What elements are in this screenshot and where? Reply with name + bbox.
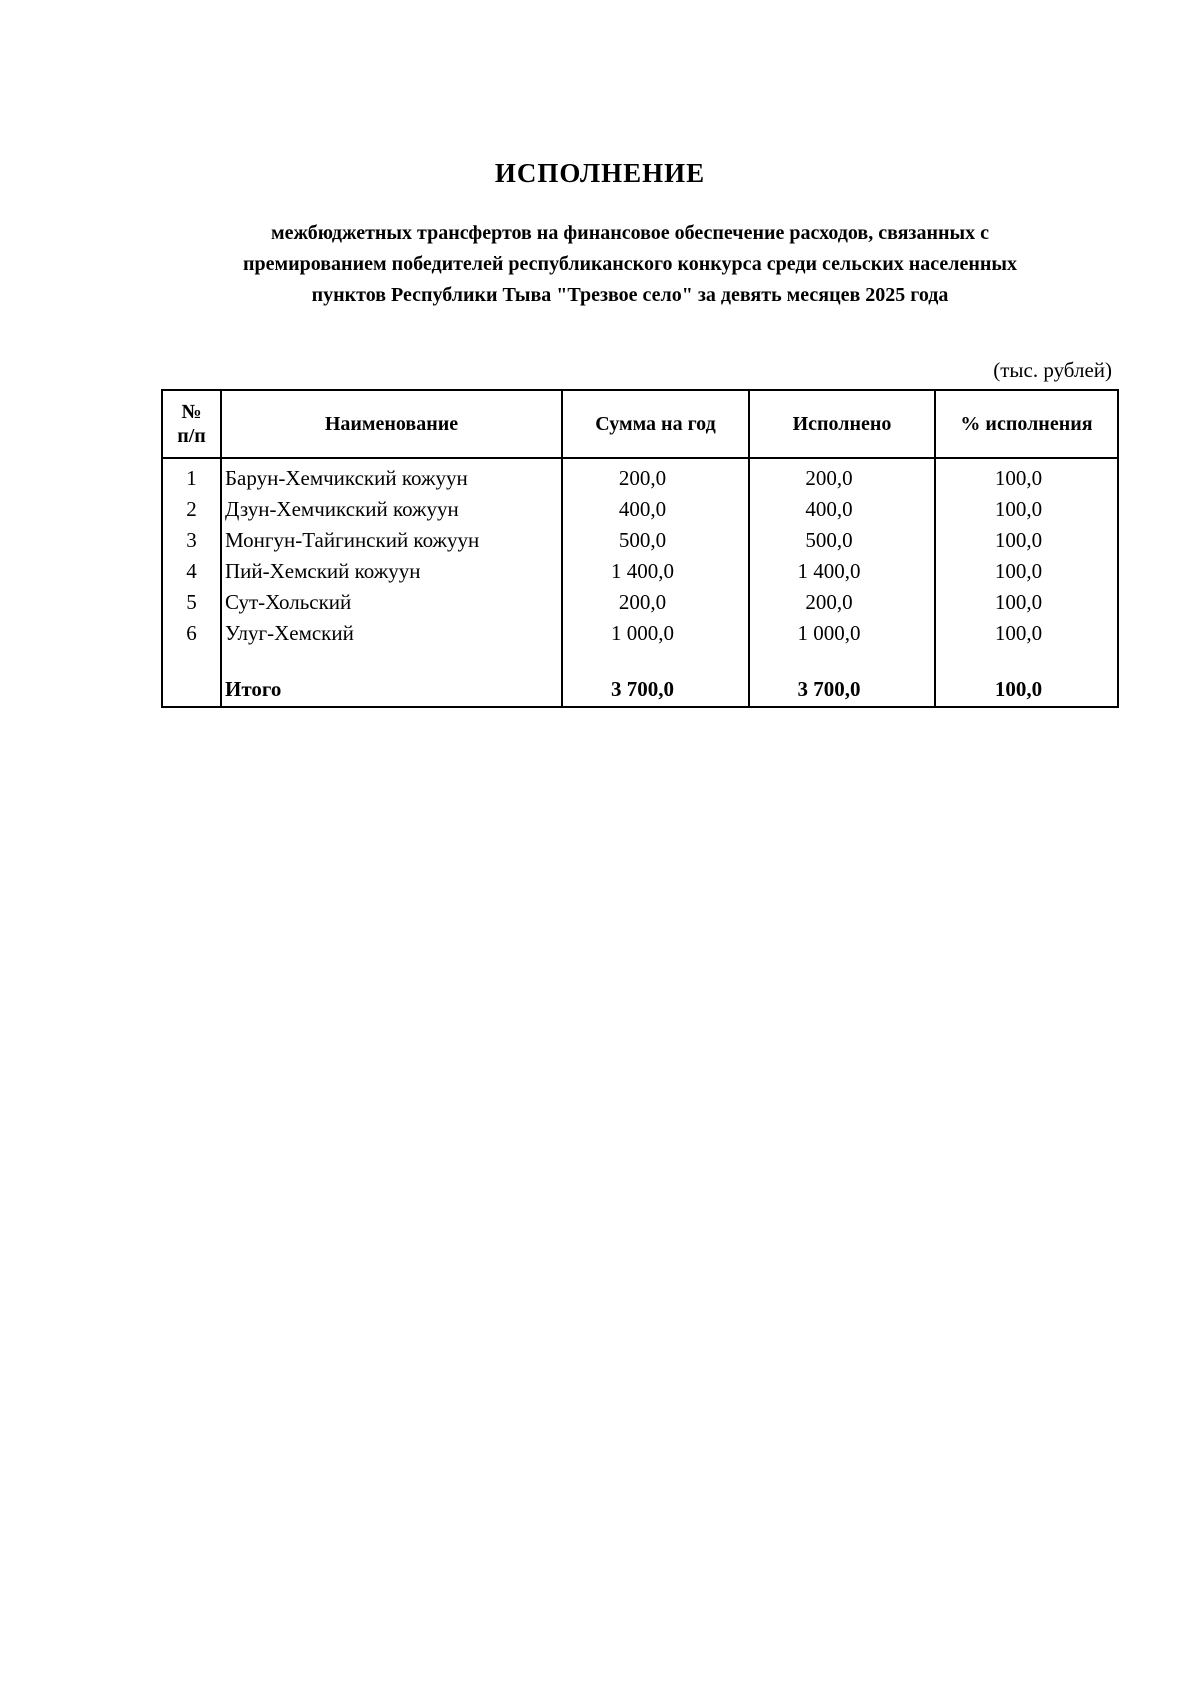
total-executed: 3 700,0 [749, 666, 935, 707]
row-year-sum: 200,0 [562, 586, 749, 617]
total-year-sum: 3 700,0 [562, 666, 749, 707]
row-percent: 100,0 [935, 524, 1118, 555]
header-name: Наименование [221, 390, 562, 458]
row-percent: 100,0 [935, 555, 1118, 586]
row-year-sum: 1 400,0 [562, 555, 749, 586]
row-percent: 100,0 [935, 586, 1118, 617]
row-num: 1 [162, 458, 221, 493]
row-num: 2 [162, 493, 221, 524]
row-name: Барун-Хемчикский кожуун [221, 458, 562, 493]
table-row [162, 617, 1118, 648]
header-percent: % исполнения [935, 390, 1118, 458]
row-name: Пий-Хемский кожуун [221, 555, 562, 586]
table-row [162, 458, 1118, 493]
spacer-cell [562, 648, 749, 666]
table-row [162, 493, 1118, 524]
row-year-sum: 1 000,0 [562, 617, 749, 648]
row-executed: 500,0 [749, 524, 935, 555]
table-row [162, 586, 1118, 617]
row-year-sum: 400,0 [562, 493, 749, 524]
row-name: Монгун-Тайгинский кожуун [221, 524, 562, 555]
spacer-cell [935, 648, 1118, 666]
header-num-line2: п/п [177, 425, 206, 447]
row-num: 4 [162, 555, 221, 586]
document-title: ИСПОЛНЕНИЕ [494, 158, 706, 188]
row-name: Дзун-Хемчикский кожуун [221, 493, 562, 524]
spacer-cell [749, 648, 935, 666]
table-row [162, 555, 1118, 586]
row-executed: 1 400,0 [749, 555, 935, 586]
total-label: Итого [221, 666, 562, 707]
table-header-row [162, 390, 1118, 458]
row-percent: 100,0 [935, 617, 1118, 648]
total-percent: 100,0 [935, 666, 1118, 707]
header-executed: Исполнено [749, 390, 935, 458]
subtitle-line: премированием победителей республиканского конкурса среди сельских населенных [242, 253, 1018, 275]
row-num: 3 [162, 524, 221, 555]
row-executed: 400,0 [749, 493, 935, 524]
row-year-sum: 200,0 [562, 458, 749, 493]
execution-table [161, 389, 1119, 708]
header-year-sum: Сумма на год [562, 390, 749, 458]
header-num [162, 390, 221, 458]
header-num-line1: № [181, 401, 202, 423]
row-percent: 100,0 [935, 458, 1118, 493]
row-percent: 100,0 [935, 493, 1118, 524]
row-executed: 200,0 [749, 586, 935, 617]
row-year-sum: 500,0 [562, 524, 749, 555]
row-num: 6 [162, 617, 221, 648]
units-label: (тыс. рублей) [993, 358, 1112, 382]
row-name: Сут-Хольский [221, 586, 562, 617]
row-num: 5 [162, 586, 221, 617]
table-row [162, 524, 1118, 555]
row-executed: 1 000,0 [749, 617, 935, 648]
row-name: Улуг-Хемский [221, 617, 562, 648]
spacer-row [162, 648, 1118, 666]
subtitle-line: пунктов Республики Тыва "Трезвое село" за девять месяцев 2025 года [311, 284, 949, 306]
total-row [162, 666, 1118, 707]
total-num [162, 666, 221, 707]
document-subtitle [150, 218, 1110, 311]
row-executed: 200,0 [749, 458, 935, 493]
spacer-cell [221, 648, 562, 666]
spacer-cell [162, 648, 221, 666]
subtitle-line: межбюджетных трансфертов на финансовое обеспечение расходов, связанных с [270, 222, 990, 244]
